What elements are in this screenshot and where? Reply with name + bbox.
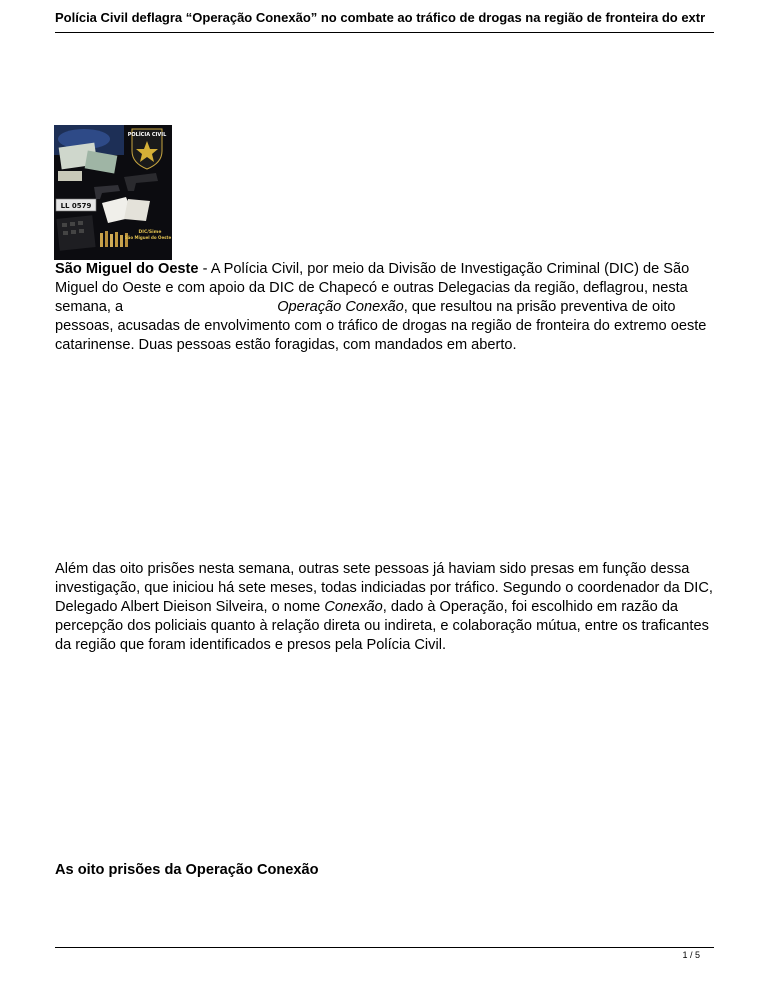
page-header-title: Polícia Civil deflagra “Operação Conexão” no combate ao tráfico de drogas na região de fronteira do extr	[55, 10, 706, 25]
photo-caption-line1: DIC/Sime	[138, 230, 162, 235]
article-photo	[54, 125, 172, 260]
license-plate-text: LL 0579	[60, 202, 92, 210]
paragraph-1-text-end: , que resultou na prisão preventiva de oito pessoas, acusadas de envolvimento com o tráfico de drogas na região de fronteira do extremo oeste catarinense. Duas pessoas estão foragidas, com mandados em aberto.	[55, 299, 707, 353]
footer-divider	[55, 947, 714, 948]
paragraph-2-text-end: , dado à Operação, foi escolhido em razão da percepção dos policiais quanto à relação direta ou indireta, e colaboração mútua, entre os traficantes da região que foram identificados e presos pela Polícia Civil.	[55, 599, 709, 653]
section-heading: As oito prisões da Operação Conexão	[55, 862, 319, 878]
conexao-emphasis: Conexão	[324, 599, 383, 615]
seized-items-photo-collage	[54, 125, 172, 260]
article-paragraph-1	[55, 260, 715, 355]
page-number: 1 / 5	[682, 950, 700, 960]
badge-text: POLÍCIA CIVIL	[127, 132, 167, 138]
article-paragraph-2	[55, 560, 715, 655]
photo-caption-line2: São Miguel do Oeste	[124, 235, 172, 240]
header-divider	[55, 32, 714, 33]
operation-name-emphasis: Operação Conexão	[277, 299, 404, 315]
paragraph-2-text-start: Além das oito prisões nesta semana, outras sete pessoas já haviam sido presas em função dessa investigação, que iniciou há sete meses, todas indiciadas por tráfico. Segundo o coordenador da DIC, Delegado Albert Dieison Silveira, o nome	[55, 561, 713, 615]
dateline-location: São Miguel do Oeste	[55, 261, 199, 277]
paragraph-1-text-start: - A Polícia Civil, por meio da Divisão de Investigação Criminal (DIC) de São Miguel do Oeste e com apoio da DIC de Chapecó e outras Delegacias da região, deflagrou, nesta semana, a	[55, 261, 690, 315]
